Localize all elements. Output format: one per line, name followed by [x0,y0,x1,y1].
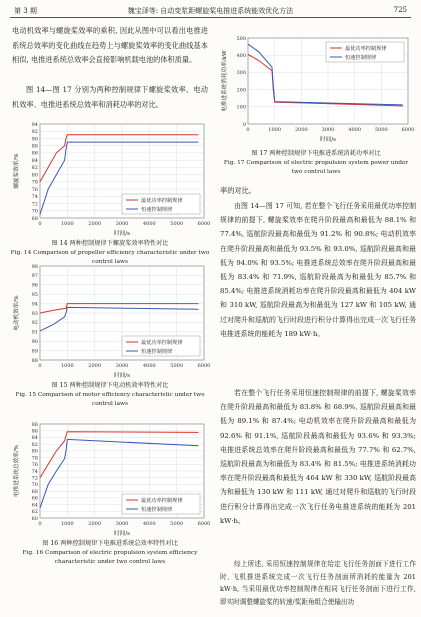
y-tick-label: 66 [31,495,38,502]
y-tick-label: 300 [236,70,246,77]
legend-entry: 恒速控制规律 [141,349,173,355]
y-tick-label: 84 [31,435,38,442]
y-tick-label: 74 [31,468,38,475]
x-tick-label: 5000 [374,127,388,133]
legend-entry: 恒速控制规律 [141,507,173,513]
caption-en: Fig. 15 Comparison of motor efficiency characteristic under two control laws [15,391,205,407]
x-tick-label: 4000 [348,127,362,133]
legend-entry: 最优功率控制规律 [141,198,183,204]
issue-number: 第 3 期 [14,7,37,15]
y-tick-label: 84 [31,157,38,164]
y-tick-label: 90 [31,136,38,143]
legend-entry: 恒速控制规律 [141,207,173,213]
y-tick-label: 93 [31,310,38,317]
y-tick-label: 78 [31,179,38,186]
figure-17 [218,32,414,144]
y-tick-label: 86 [31,150,38,157]
caption-cn: 图 17 两种控制规律下电推进系统消耗功率对比 [251,150,381,157]
y-tick-label: 74 [31,194,38,201]
y-tick-label: 90 [31,339,38,345]
y-tick-label: 68 [31,215,38,222]
y-tick-label: 72 [31,201,38,208]
y-tick-label: 0 [242,121,246,128]
legend [122,336,200,356]
y-tick-label: 94 [31,121,38,128]
y-tick-label: 72 [31,475,38,482]
y-tick-label: 80 [31,448,38,455]
y-tick-label: 64 [31,502,38,509]
y-tick-label: 68 [31,488,38,495]
right-paragraph-2: 由图 14—图 17 可知, 若在整个飞行任务采用最优功率控制规律的前提下, 螺旋桨效率在爬升阶段最高和最低为 88.1% 和 77.4%, 巡航阶段最高和最低为 91.2% 和 90.8%; 电动机效率在爬升阶段最高和最低为 93.5% 和 93.0%, 巡航阶段最高和最低为 94.0% 和 93.5%; 电推进系统总效率在爬升阶段最高和最低为 83.4% 和 71.9%, 巡航阶段最高为和最低为 85.7% 和 85.4%; 电推进系统消耗功率在爬升阶段最高和最低为 404 kW 和 310 kW, 巡航阶段最高为和最低为 127 kW 和 105 kW, 通过对爬升和巡航的飞行时段进行积分计算得出完成一次飞行任务电推进系统的能耗为 189 kW·h。 [220,202,416,338]
left-intro-paragraph: 图 14—图 17 分别为两种控制规律下螺旋桨效率、电动机效率、电推进系统总效率和消耗功率的对比。 [12,85,208,109]
y-tick-label: 96 [31,282,38,289]
right-paragraph-1: 率的对比。 [220,186,256,195]
y-tick-label: 92 [31,129,38,136]
y-tick-label: 95 [31,292,38,298]
x-tick-label: 1000 [60,521,74,527]
figure-14 [10,118,210,238]
x-tick-label: 3000 [321,127,335,133]
x-tick-label: 0 [38,221,42,227]
y-tick-label: 500 [236,35,246,42]
y-axis-label: 电动机效率/% [14,295,20,331]
y-axis-label: 电推进系统总效率/% [14,445,20,497]
x-tick-label: 1000 [268,127,282,133]
x-tick-label: 5000 [170,221,184,227]
x-tick-label: 4000 [142,521,156,527]
y-tick-label: 76 [31,462,38,469]
x-tick-label: 6000 [197,221,210,227]
x-tick-label: 6000 [401,127,414,133]
caption-cn: 图 15 两种控制规律下电动机效率特性对比 [51,382,169,389]
caption-en: Fig. 16 Comparison of electric propulsion system efficiency characteristic under two control laws [22,549,198,565]
page-number: 725 [393,6,407,14]
y-tick-label: 92 [31,320,38,327]
x-tick-label: 2000 [88,221,102,227]
y-tick-label: 100 [236,104,246,111]
y-tick-label: 88 [31,421,38,428]
figure-17-caption [218,150,414,176]
figure-15 [10,260,210,380]
y-tick-label: 97 [31,273,38,280]
y-tick-label: 400 [236,53,246,59]
y-tick-label: 60 [31,515,38,522]
y-axis-label: 螺旋桨效率/% [14,153,20,189]
x-tick-label: 3000 [115,363,129,369]
x-tick-label: 5000 [170,363,184,369]
chart-fig16 [10,418,210,538]
x-tick-label: 2000 [88,363,102,369]
y-tick-label: 98 [31,263,38,270]
x-axis-label: 时间/s [114,373,130,379]
caption-cn: 图 16 两种控制规律下电推进系统总效率特性对比 [42,540,178,547]
x-tick-label: 1000 [60,363,74,369]
x-tick-label: 3000 [115,221,129,227]
y-tick-label: 62 [31,509,38,516]
x-axis-label: 时间/s [114,231,130,237]
legend [122,494,200,514]
y-tick-label: 86 [31,428,38,435]
x-tick-label: 2000 [294,127,308,133]
legend [326,42,404,62]
legend-entry: 最优功率控制规律 [141,340,183,346]
caption-cn: 图 14 两种控制规律下螺旋桨效率特性对比 [51,240,169,247]
x-tick-label: 6000 [197,521,210,527]
caption-en: Fig. 17 Comparison of electric propulsion system power under two control laws [223,159,409,175]
y-tick-label: 91 [31,329,38,336]
x-tick-label: 6000 [197,363,210,369]
y-tick-label: 80 [31,172,38,179]
chart-fig15 [10,260,210,380]
x-tick-label: 2000 [88,521,102,527]
y-tick-label: 200 [236,87,246,94]
x-axis-label: 时间/s [320,137,336,143]
y-tick-label: 88 [31,143,38,150]
left-top-paragraph: 电动机效率与螺旋桨效率的乘积, 因此从图中可以看出电推进系统总效率的变化曲线在趋势上与螺旋桨效率的变化曲线基本相似, 电推进系统总效率会直接影响机载电池的体积质量。 [12,26,208,65]
y-tick-label: 70 [31,482,38,489]
x-axis-label: 时间/s [114,531,130,537]
legend [122,194,200,214]
legend-entry: 恒速控制规律 [345,55,377,61]
chart-fig14 [10,118,210,238]
x-tick-label: 4000 [142,363,156,369]
figure-15-caption [10,382,210,408]
paper-title: 魏宝泽等: 自动变浆距螺旋桨电推进系统能效优化方法 [127,7,294,15]
x-tick-label: 0 [38,363,42,369]
y-tick-label: 82 [31,165,38,172]
header-rule [10,17,411,18]
x-tick-label: 5000 [170,521,184,527]
x-tick-label: 1000 [60,221,74,227]
y-axis-label: 电推进系统消耗功率/kW [222,50,228,112]
y-tick-label: 78 [31,455,38,462]
chart-fig17 [218,32,414,144]
y-tick-label: 94 [31,301,38,308]
x-tick-label: 0 [246,127,250,133]
x-tick-label: 3000 [115,521,129,527]
y-tick-label: 88 [31,357,38,364]
x-tick-label: 4000 [142,221,156,227]
y-tick-label: 89 [31,348,38,355]
y-tick-label: 82 [31,441,38,448]
y-tick-label: 76 [31,186,38,193]
running-header [0,0,421,20]
y-tick-label: 70 [31,208,38,215]
x-tick-label: 0 [38,521,42,527]
caption-en: Fig. 14 Comparison of propeller efficiency characteristic under two control laws [10,249,210,265]
right-paragraph-3: 若在整个飞行任务采用恒速控制规律的前提下, 螺旋桨效率在爬升阶段最高和最低为 83.8% 和 68.9%, 巡航阶段最高和最低为 89.1% 和 87.4%; 电动机效率在爬升阶段最高和最低为 92.6% 和 91.1%, 巡航阶段最高和最低为 93.6% 和 93.3%; 电推进系统总效率在爬升阶段最高和最低为 77.7% 和 62.7%, 巡航阶段最高为和最低为 83.4% 和 81.5%; 电推进系统消耗功率在爬升阶段最高和最低为 464 kW 和 330 kW, 巡航阶段最高为和最低为 130 kW 和 111 kW, 通过对爬升和巡航的飞行时段进行积分计算得出完成一次飞行任务电推进系统的能耗为 201 kW·h。 [220,389,416,525]
legend-entry: 最优功率控制规律 [345,46,387,52]
figure-16-caption [10,540,210,566]
figure-16 [10,418,210,538]
legend-entry: 最优功率控制规律 [141,498,183,504]
right-paragraph-4: 综上所述, 采用恒速控制规律在给定飞行任务剖面下进行工作时, 飞机推进系统完成一次飞行任务剖面所消耗的能量为 201 kW·h, 当采用最优功率控制规律在相同飞行任务剖面下进行工作, 即实时调整螺旋桨的转速/桨距角组合使输出功 [220,560,416,606]
